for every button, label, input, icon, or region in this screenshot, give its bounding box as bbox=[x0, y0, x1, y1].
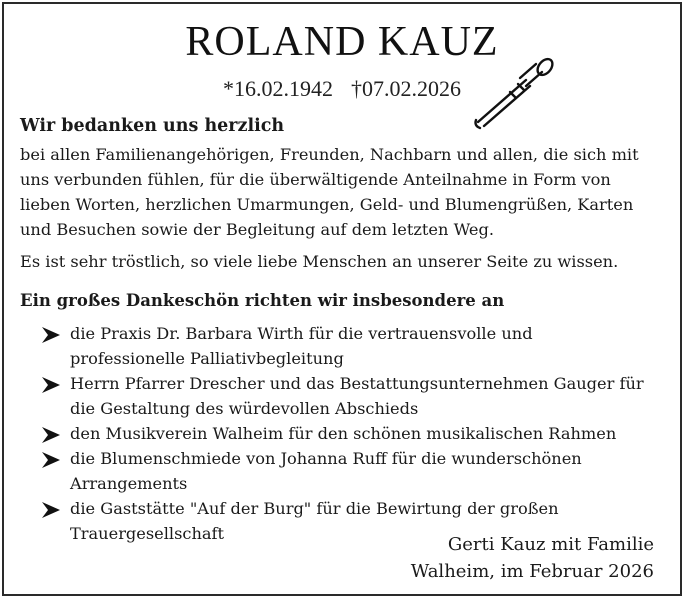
trombone-icon bbox=[470, 56, 560, 132]
arrow-bullet-icon bbox=[40, 500, 62, 520]
arrow-bullet-icon bbox=[40, 450, 62, 470]
arrow-bullet-icon bbox=[40, 425, 62, 445]
thanks-paragraph: bei allen Familienangehörigen, Freunden, Nachbarn und allen, die sich mit uns verbunden fühlen, für die überwältigende Anteilnahme in Form von lieben Worten, herzlichen Umarmungen, Geld- und Blumengrüßen, Karten und Besuchen sowie der Begleitung auf dem letzten Weg. bbox=[20, 145, 639, 239]
list-item-text: den Musikverein Walheim für den schönen musikalischen Rahmen bbox=[70, 424, 617, 443]
thanks-heading: Wir bedanken uns herzlich bbox=[20, 116, 285, 136]
list-item-text: die Gaststätte "Auf der Burg" für die Bewirtung der großen Trauergesellschaft bbox=[70, 499, 559, 543]
place-date: Walheim, im Februar 2026 bbox=[410, 561, 654, 582]
list-item-text: die Praxis Dr. Barbara Wirth für die vertrauensvolle und professionelle Palliativbegleitung bbox=[70, 324, 533, 368]
special-thanks-heading: Ein großes Dankeschön richten wir insbesondere an bbox=[20, 291, 505, 310]
signature: Gerti Kauz mit Familie bbox=[447, 534, 654, 555]
list-item-text: die Blumenschmiede von Johanna Ruff für die wunderschönen Arrangements bbox=[70, 449, 582, 493]
list-item bbox=[40, 371, 650, 421]
death-date: 07.02.2026 bbox=[362, 76, 461, 101]
cross-symbol: † bbox=[351, 76, 362, 101]
arrow-bullet-icon bbox=[40, 325, 62, 345]
thanks-list bbox=[40, 321, 650, 546]
list-item bbox=[40, 321, 650, 371]
life-dates bbox=[4, 76, 680, 102]
deceased-name: ROLAND KAUZ bbox=[185, 19, 499, 65]
comfort-paragraph: Es ist sehr tröstlich, so viele liebe Menschen an unserer Seite zu wissen. bbox=[20, 252, 619, 271]
birth-date: *16.02.1942 bbox=[223, 76, 333, 101]
list-item bbox=[40, 446, 650, 496]
arrow-bullet-icon bbox=[40, 375, 62, 395]
list-item-text: Herrn Pfarrer Drescher und das Bestattungsunternehmen Gauger für die Gestaltung des würdevollen Abschieds bbox=[70, 374, 644, 418]
list-item bbox=[40, 421, 650, 446]
obituary-card bbox=[2, 2, 682, 596]
